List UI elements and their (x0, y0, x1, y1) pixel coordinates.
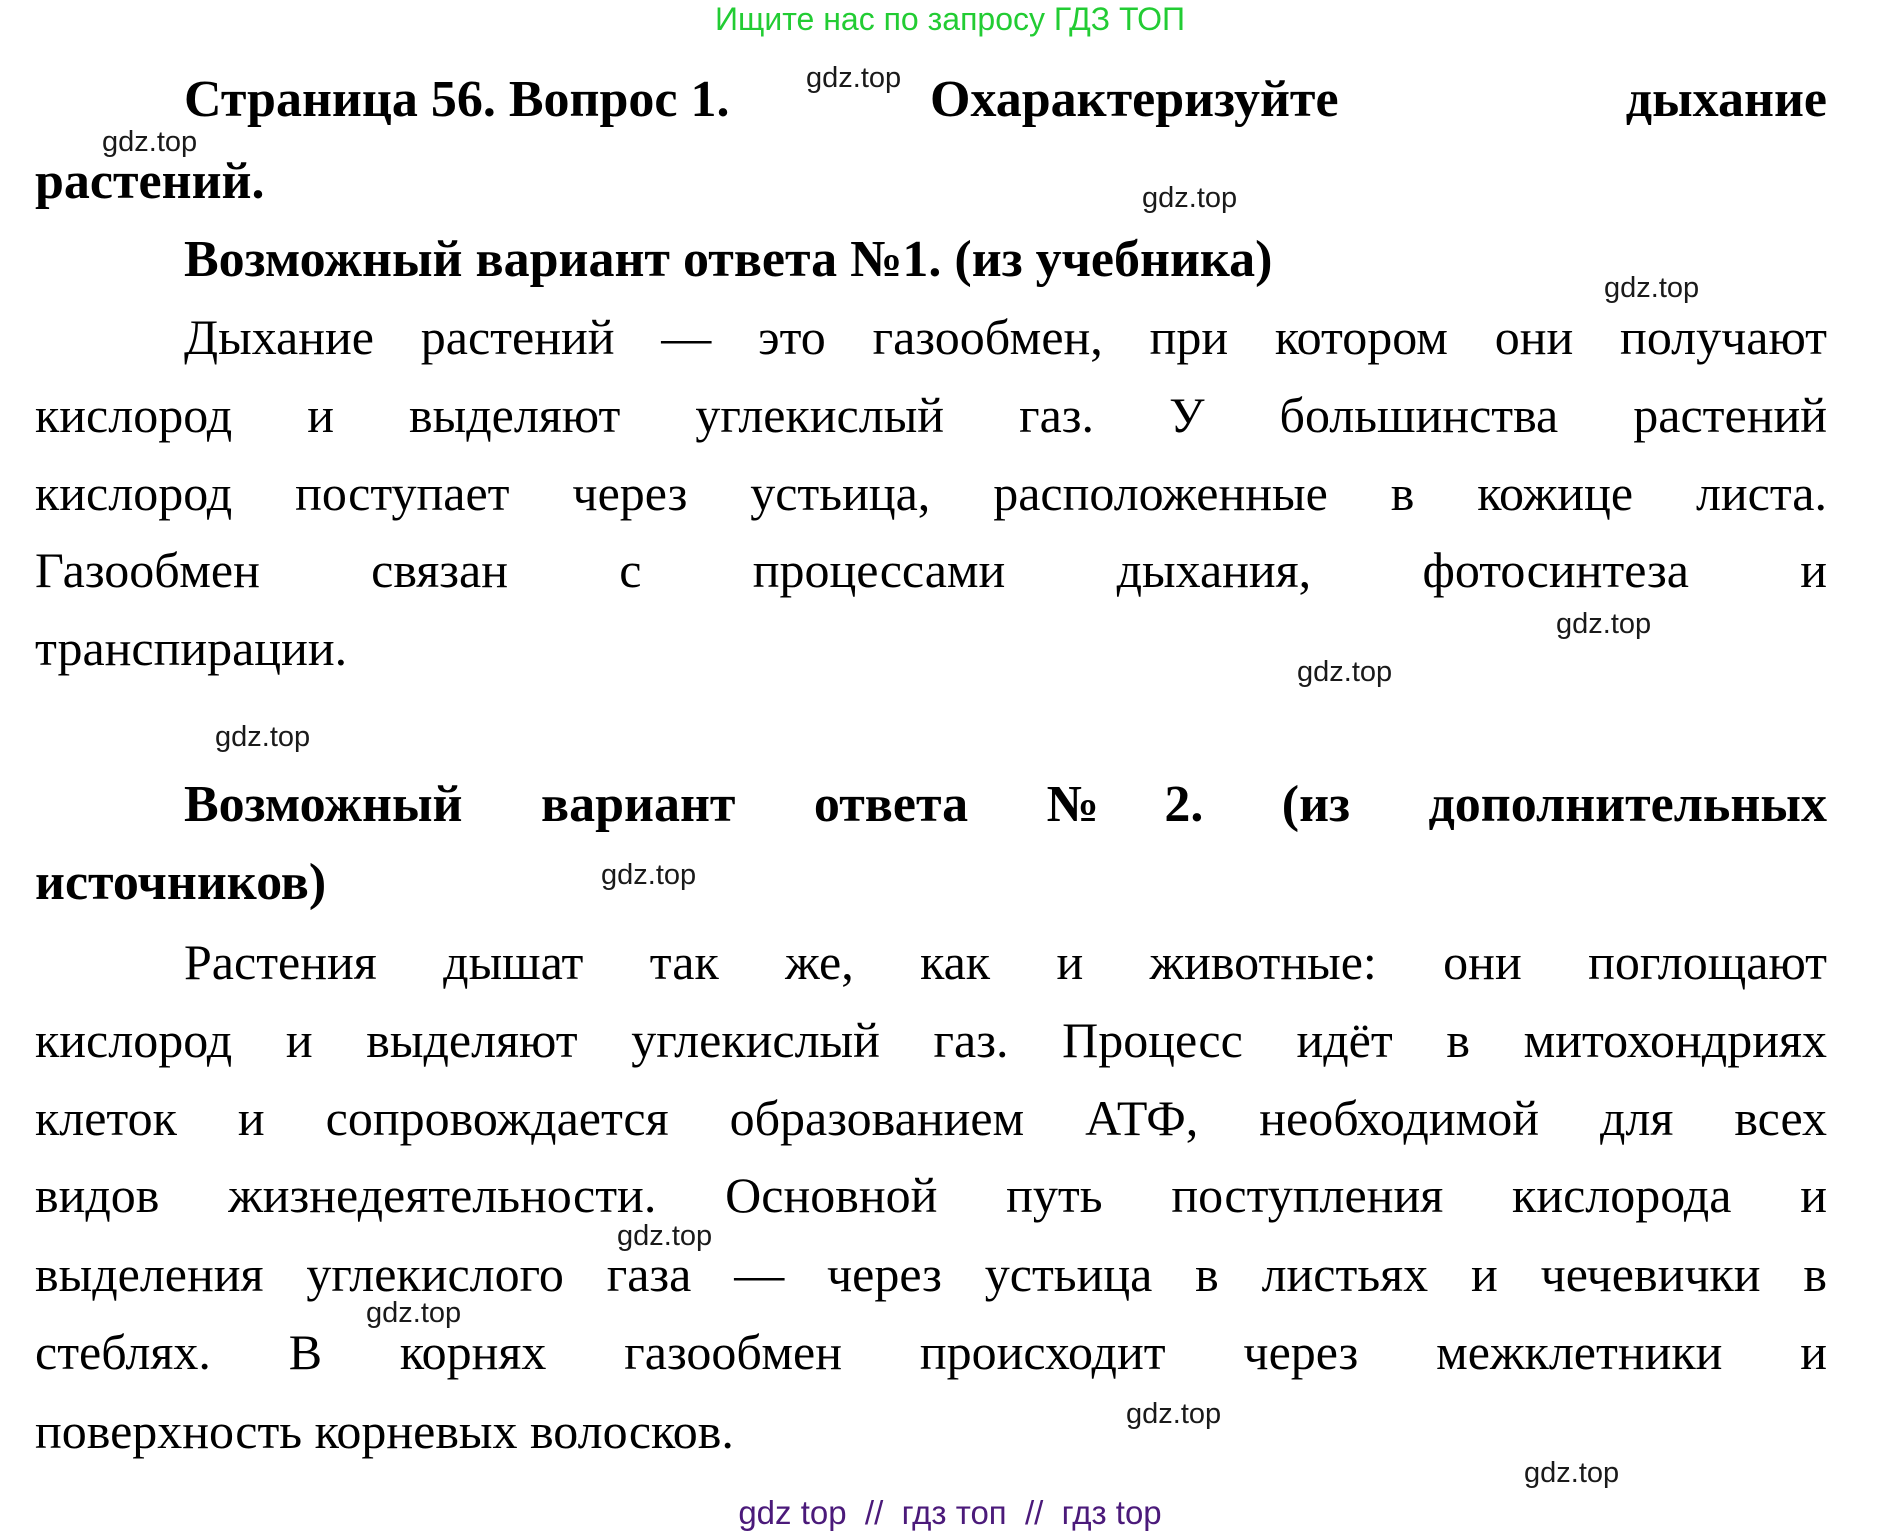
answer1-line: кислород поступает через устьица, расположенные в кожице листа. (35, 465, 1827, 521)
watermark: gdz.top (1524, 1457, 1620, 1489)
answer2-line: стеблях. В корнях газообмен происходит через межклетники и (35, 1324, 1827, 1380)
watermark: gdz.top (1142, 182, 1238, 214)
answer2-line: видов жизнедеятельности. Основной путь поступления кислорода и (35, 1167, 1827, 1223)
question-title-continued: растений. (35, 153, 265, 210)
watermark: gdz.top (806, 62, 902, 94)
answer1-line: транспирации. (35, 620, 348, 676)
answer1-heading: Возможный вариант ответа №1. (из учебника) (184, 231, 1273, 288)
answer2-line: клеток и сопровождается образованием АТФ, необходимой для всех (35, 1090, 1827, 1146)
answer2-line: Растения дышат так же, как и животные: они поглощают (184, 934, 1827, 990)
watermark: gdz.top (1126, 1398, 1222, 1430)
watermark: gdz.top (601, 859, 697, 891)
search-banner: Ищите нас по запросу ГДЗ ТОП (715, 1, 1185, 37)
question-text-part1: Охарактеризуйте (930, 71, 1339, 128)
answer1-line: Дыхание растений — это газообмен, при котором они получают (184, 309, 1827, 365)
footer-watermark: gdz top // гдз топ // гдз top (738, 1494, 1162, 1531)
watermark: gdz.top (366, 1297, 462, 1329)
watermark: gdz.top (215, 721, 311, 753)
watermark: gdz.top (102, 126, 198, 158)
answer1-line: Газообмен связан с процессами дыхания, фотосинтеза и (35, 542, 1827, 598)
answer2-line: выделения углекислого газа — через устьица в листьях и чечевички в (35, 1246, 1827, 1302)
watermark: gdz.top (617, 1220, 713, 1252)
answer2-heading: Возможный вариант ответа №2. (из дополнительных (184, 776, 1827, 833)
watermark: gdz.top (1297, 656, 1393, 688)
watermark: gdz.top (1604, 272, 1700, 304)
question-number: Страница 56. Вопрос 1. (184, 71, 730, 128)
question-text-part2: дыхание (1625, 71, 1827, 128)
answer1-line: кислород и выделяют углекислый газ. У большинства растений (35, 387, 1827, 443)
answer2-heading-continued: источников) (35, 854, 327, 911)
watermark: gdz.top (1556, 608, 1652, 640)
answer2-line: кислород и выделяют углекислый газ. Процесс идёт в митохондриях (35, 1012, 1827, 1068)
answer2-line: поверхность корневых волосков. (35, 1403, 734, 1459)
